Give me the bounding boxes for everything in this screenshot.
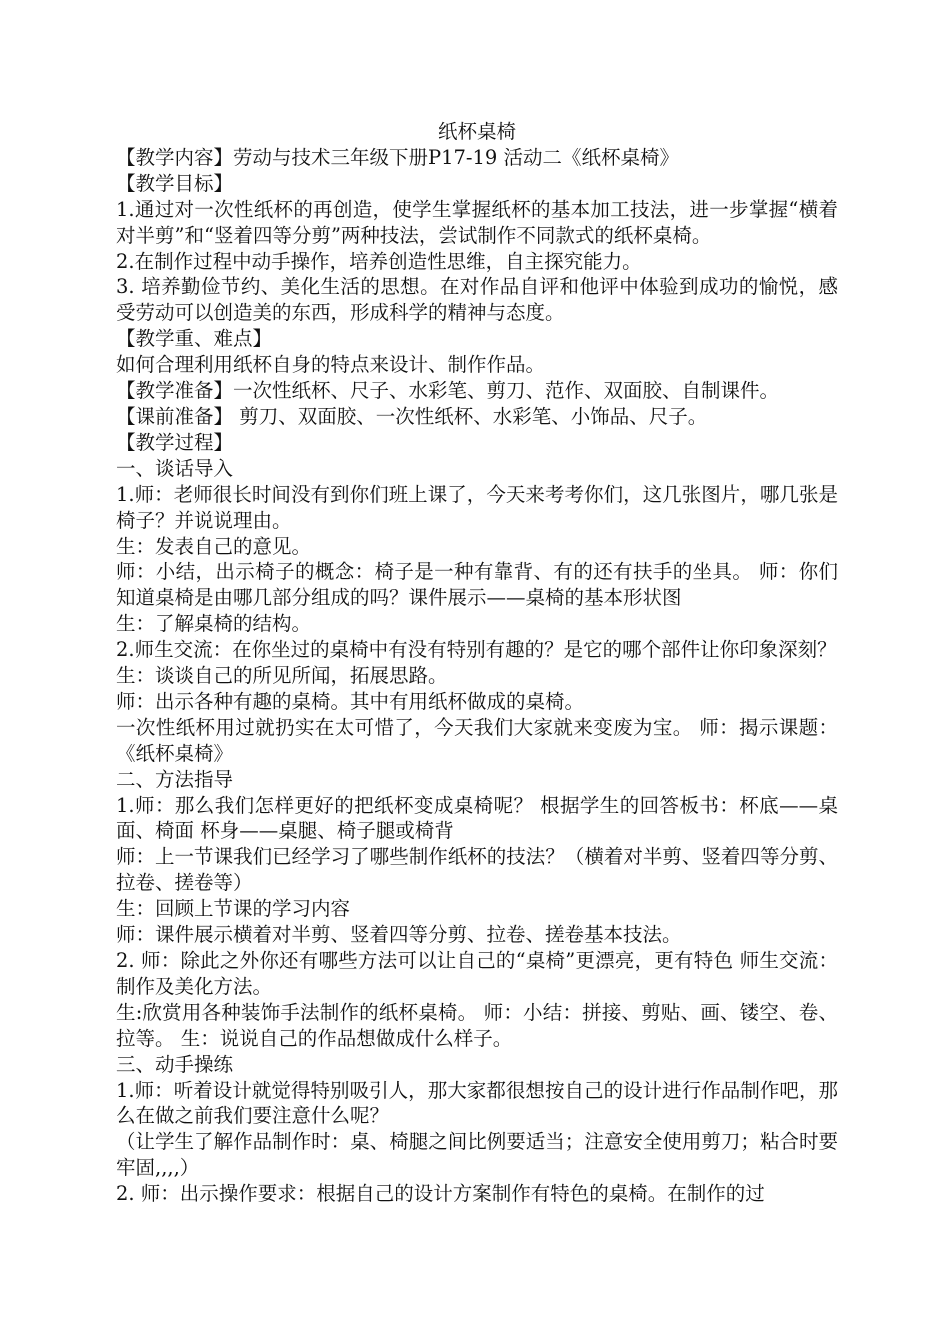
paragraph-method-1: 1.师：那么我们怎样更好的把纸杯变成桌椅呢？ 根据学生的回答板书：杯底——桌面、椅面 杯身——桌腿、椅子腿或椅背 [116,793,838,843]
paragraph-method-courseware: 师：课件展示横着对半剪、竖着四等分剪、拉卷、搓卷基本技法。 [116,923,682,947]
paragraph-key-points: 如何合理利用纸杯自身的特点来设计、制作作品。 [116,353,546,377]
paragraph-method-student-2: 生:欣赏用各种装饰手法制作的纸杯桌椅。 师：小结：拼接、剪贴、画、镂空、卷、拉等。 生：说说自己的作品想做成什么样子。 [116,1000,838,1050]
paragraph-intro-1: 1.师：老师很长时间没有到你们班上课了，今天来考考你们，这几张图片，哪几张是椅子？并说说理由。 [116,482,838,532]
paragraph-practice-notes: （让学生了解作品制作时：桌、椅腿之间比例要适当；注意安全使用剪刀；粘合时要牢固,,,,） [116,1130,838,1180]
paragraph-objective-2: 2.在制作过程中动手操作，培养创造性思维，自主探究能力。 [116,249,642,273]
paragraph-intro-teacher: 师：出示各种有趣的桌椅。其中有用纸杯做成的桌椅。 [116,689,585,713]
paragraph-intro-topic: 一次性纸杯用过就扔实在太可惜了，今天我们大家就来变废为宝。 师：揭示课题：《纸杯桌椅》 [116,715,838,765]
paragraph-section-3-heading: 三、动手操练 [116,1052,234,1076]
document-page [116,119,838,1207]
paragraph-class-prep: 【课前准备】 剪刀、双面胶、一次性纸杯、水彩笔、小饰品、尺子。 [116,404,708,428]
paragraph-method-2: 2. 师：除此之外你还有哪些方法可以让自己的“桌椅”更漂亮，更有特色 师生交流：制作及美化方法。 [116,949,838,998]
paragraph-process-heading: 【教学过程】 [116,430,234,454]
paragraph-section-2-heading: 二、方法指导 [116,767,234,791]
paragraph-teaching-prep: 【教学准备】一次性纸杯、尺子、水彩笔、剪刀、范作、双面胶、自制课件。 [116,379,780,403]
paragraph-intro-student-2: 生：了解桌椅的结构。 [116,612,312,636]
paragraph-section-1-heading: 一、谈话导入 [116,456,234,480]
paragraph-intro-summary: 师：小结，出示椅子的概念：椅子是一种有靠背、有的还有扶手的坐具。 师：你们知道桌椅是由哪几部分组成的吗？课件展示——桌椅的基本形状图 [116,560,838,610]
paragraph-key-points-heading: 【教学重、难点】 [116,327,273,351]
paragraph-teaching-content: 【教学内容】劳动与技术三年级下册P17-19 活动二《纸杯桌椅》 [116,145,680,169]
paragraph-objective-3: 3. 培养勤俭节约、美化生活的思想。在对作品自评和他评中体验到成功的愉悦，感受劳动可以创造美的东西，形成科学的精神与态度。 [116,275,838,325]
paragraph-intro-student-1: 生：发表自己的意见。 [116,534,312,558]
paragraph-practice-2: 2. 师：出示操作要求：根据自己的设计方案制作有特色的桌椅。在制作的过 [116,1182,765,1206]
paragraph-objective-1: 1.通过对一次性纸杯的再创造，使学生掌握纸杯的基本加工技法，进一步掌握“横着对半剪”和“竖着四等分剪”两种技法，尝试制作不同款式的纸杯桌椅。 [116,197,838,247]
document-title: 纸杯桌椅 [437,120,516,143]
paragraph-intro-student-3: 生：谈谈自己的所见所闻，拓展思路。 [116,664,448,688]
paragraph-method-student-1: 生：回顾上节课的学习内容 [116,897,351,921]
paragraph-practice-1: 1.师：听着设计就觉得特别吸引人，那大家都很想按自己的设计进行作品制作吧，那么在做之前我们要注意什么呢？ [116,1078,838,1128]
paragraph-intro-2: 2.师生交流：在你坐过的桌椅中有没有特别有趣的？是它的哪个部件让你印象深刻？ [116,638,837,662]
paragraph-method-review: 师：上一节课我们已经学习了哪些制作纸杯的技法？（横着对半剪、竖着四等分剪、拉卷、搓卷等） [116,845,838,895]
paragraph-objectives-heading: 【教学目标】 [116,171,234,195]
